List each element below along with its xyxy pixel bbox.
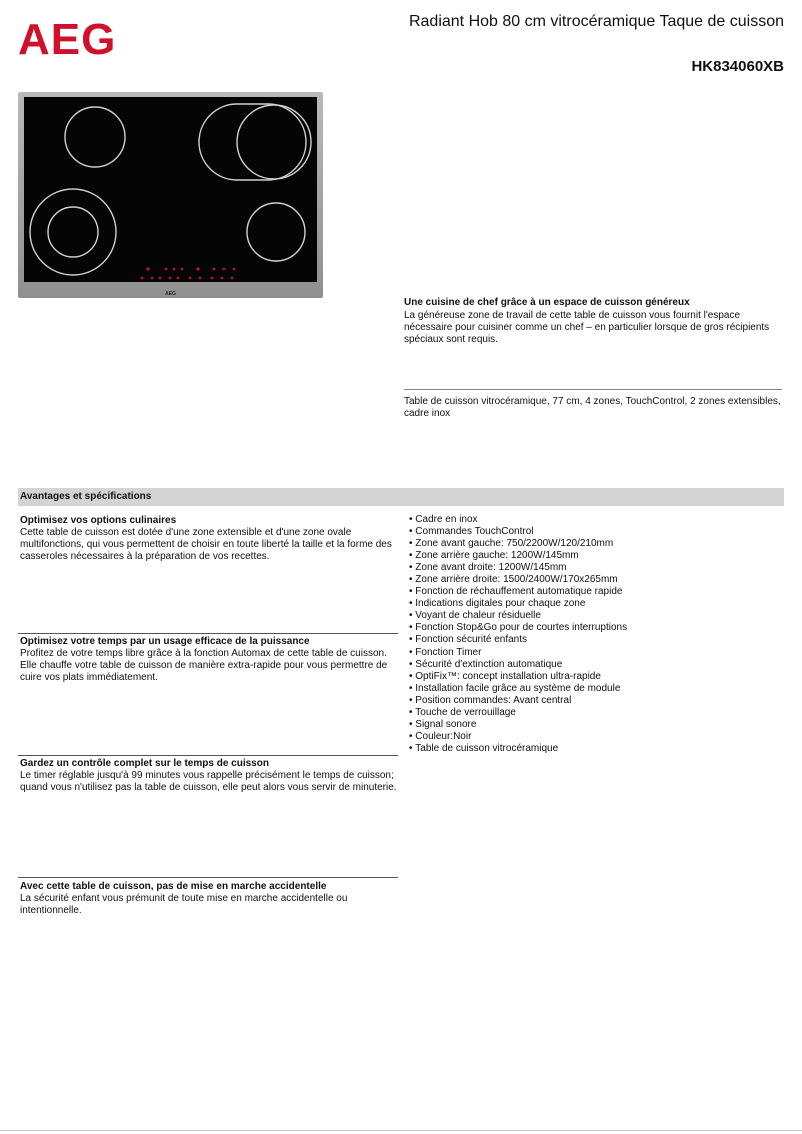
section-header-bar	[18, 488, 784, 506]
feature-text: Profitez de votre temps libre grâce à la fonction Automax de cette table de cuisson. Elle chauffe votre table de cuisson de manière extra-rapide pour vous permettre de cuire vos plats immédiatement.	[20, 648, 388, 683]
spec-item: • Installation facile grâce au système de module	[409, 683, 627, 695]
short-description: Table de cuisson vitrocéramique, 77 cm, 4 zones, TouchControl, 2 zones extensibles, cadre inox	[404, 396, 781, 419]
spec-item: • Cadre en inox	[409, 514, 627, 526]
specifications-list	[409, 514, 627, 755]
feature-heading: Avec cette table de cuisson, pas de mise en marche accidentelle	[20, 881, 327, 892]
feature-heading: Optimisez vos options culinaires	[20, 515, 177, 526]
spec-item: • Signal sonore	[409, 719, 627, 731]
spec-item: • Fonction Stop&Go pour de courtes interruptions	[409, 622, 627, 634]
feature-heading: Gardez un contrôle complet sur le temps de cuisson	[20, 758, 269, 769]
spec-item: • Position commandes: Avant central	[409, 695, 627, 707]
spec-item: • Table de cuisson vitrocéramique	[409, 743, 627, 755]
feature-text: La sécurité enfant vous prémunit de toute mise en marche accidentelle ou intentionnelle.	[20, 893, 348, 916]
aeg-logo: AEG	[18, 15, 117, 64]
intro-divider	[404, 389, 782, 390]
hob-product-image	[18, 92, 323, 298]
spec-item: • Couleur:Noir	[409, 731, 627, 743]
intro-heading: Une cuisine de chef grâce à un espace de cuisson généreux	[404, 297, 690, 308]
feature-heading: Optimisez votre temps par un usage efficace de la puissance	[20, 636, 310, 647]
spec-item: • Zone avant gauche: 750/2200W/120/210mm	[409, 538, 627, 550]
feature-divider	[18, 755, 398, 756]
spec-item: • Touche de verrouillage	[409, 707, 627, 719]
zone-rear-right-inner	[237, 105, 311, 179]
hob-brand-label: AEG	[165, 291, 176, 297]
feature-divider	[18, 633, 398, 634]
feature-divider	[18, 877, 398, 878]
feature-text: Cette table de cuisson est dotée d'une zone extensible et d'une zone ovale multifonctions, qui vous permettent de choisir en toute liberté la taille et la forme des casseroles nécessaires à la préparation de vos recettes.	[20, 527, 392, 562]
intro-block	[404, 297, 784, 346]
intro-text: La généreuse zone de travail de cette table de cuisson vous fournit l'espace nécessaire pour cuisiner comme un chef – en particulier lorsque de gros récipients spéciaux sont requis.	[404, 310, 770, 345]
zone-rear-right-oval	[199, 104, 306, 180]
zone-rear-left	[65, 107, 125, 167]
section-title: Avantages et spécifications	[20, 491, 152, 502]
spec-item: • Zone arrière droite: 1500/2400W/170x265mm	[409, 574, 627, 586]
feature-text: Le timer réglable jusqu'à 99 minutes vous rappelle précisément le temps de cuisson; quand vous n'utilisez pas la table de cuisson, elle peut alors vous servir de minuterie.	[20, 770, 397, 793]
page-bottom-divider	[0, 1130, 802, 1131]
spec-item: • Fonction sécurité enfants	[409, 634, 627, 646]
touch-control-panel	[141, 267, 236, 279]
zone-front-left-inner	[48, 207, 98, 257]
feature-block-1	[20, 515, 398, 563]
spec-item: • Commandes TouchControl	[409, 526, 627, 538]
spec-item: • Zone arrière gauche: 1200W/145mm	[409, 550, 627, 562]
document-title: Radiant Hob 80 cm vitrocéramique Taque de cuisson	[408, 13, 784, 30]
spec-item: • Fonction de réchauffement automatique rapide	[409, 586, 627, 598]
model-number: HK834060XB	[691, 58, 784, 75]
feature-block-2	[20, 636, 398, 684]
hob-zones-drawing	[18, 92, 323, 298]
zone-front-right	[247, 203, 305, 261]
spec-item: • Voyant de chaleur résiduelle	[409, 610, 627, 622]
spec-item: • Zone avant droite: 1200W/145mm	[409, 562, 627, 574]
zone-front-left-outer	[30, 189, 116, 275]
feature-block-3	[20, 758, 398, 794]
spec-item: • OptiFix™: concept installation ultra-rapide	[409, 671, 627, 683]
spec-item: • Sécurité d'extinction automatique	[409, 659, 627, 671]
spec-item: • Indications digitales pour chaque zone	[409, 598, 627, 610]
feature-block-4	[20, 881, 398, 917]
spec-item: • Fonction Timer	[409, 647, 627, 659]
